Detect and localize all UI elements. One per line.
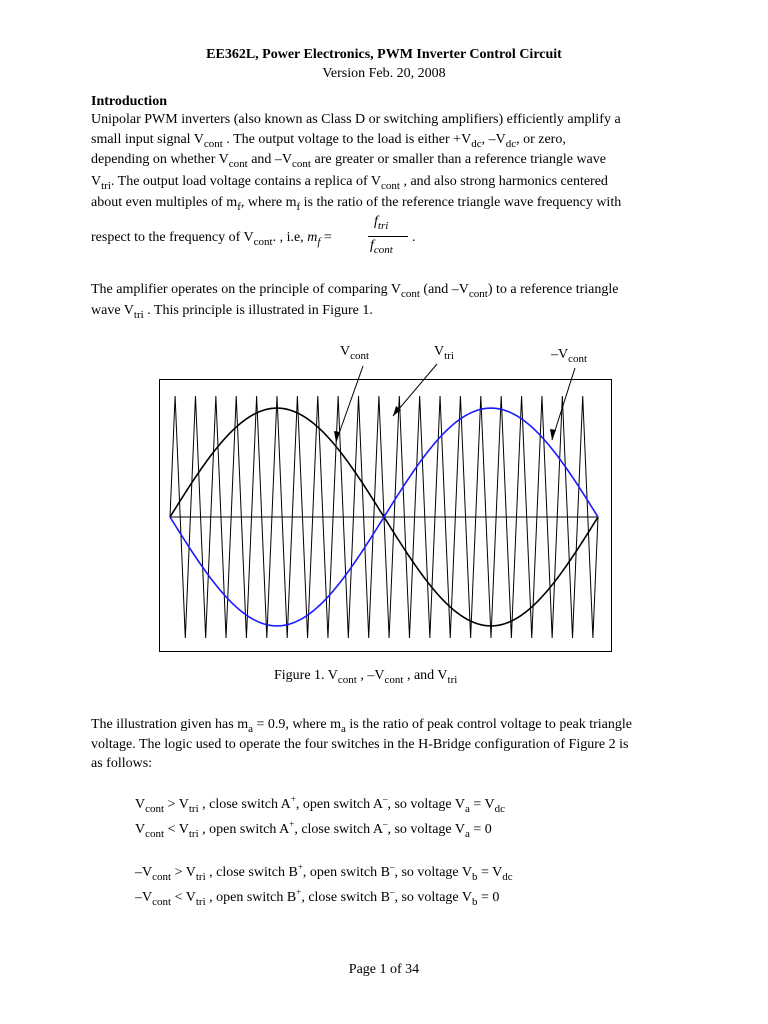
intro-line-6: respect to the frequency of $V_{cont}$. , i.e, $m_f$ = — [91, 230, 332, 248]
para2-line-1: The amplifier operates on the principle of comparing $V_{cont}$ (and $-V_{cont}$) to a reference triangle — [91, 282, 619, 300]
intro-line-6-end: . — [412, 230, 416, 245]
logic-rule-1: $V_{cont} > V_{tri}$ , close switch A+, open switch A–, so voltage $V_a = V_{dc}$ — [135, 794, 506, 815]
intro-line-2: small input signal $V_{cont}$ . The output voltage to the load is either $+V_{dc}$, $-V_{dc}$, or zero, — [91, 132, 566, 150]
logic-rule-4: $-V_{cont} < V_{tri}$ , open switch B+, close switch B–, so voltage $V_b = 0$ — [135, 887, 500, 908]
pwm-waveform-figure — [158, 378, 614, 654]
introduction-heading: Introduction — [91, 94, 167, 109]
label-neg-vcont: $-V_{cont}$ — [551, 347, 588, 365]
label-vcont: $V_{cont}$ — [340, 344, 370, 362]
para3-line-3: as follows: — [91, 756, 153, 771]
intro-line-3: depending on whether $V_{cont}$ and $-V_{cont}$ are greater or smaller than a reference triangle wave — [91, 152, 606, 170]
intro-line-4: $V_{tri}$. The output load voltage contains a replica of $V_{cont}$ , and also strong harmonics centered — [91, 174, 608, 192]
figure-caption: Figure 1. $V_{cont}$ , $-V_{cont}$ , and $V_{tri}$ — [274, 668, 458, 686]
para3-line-1: The illustration given has $m_a = 0.9$, where $m_a$ is the ratio of peak control voltage to peak triangle — [91, 717, 632, 735]
intro-line-1: Unipolar PWM inverters (also known as Class D or switching amplifiers) efficiently amplify a — [91, 112, 621, 127]
label-vtri: $V_{tri}$ — [434, 344, 454, 362]
document-title — [0, 46, 768, 64]
para2-line-2: wave $V_{tri}$ . This principle is illustrated in Figure 1. — [91, 303, 373, 321]
logic-rule-2: $V_{cont} < V_{tri}$ , open switch A+, close switch A–, so voltage $V_a = 0$ — [135, 819, 492, 840]
intro-line-5: about even multiples of $m_f$, where $m_f$ is the ratio of the reference triangle wave frequency with — [91, 195, 622, 213]
document-version: Version Feb. 20, 2008 — [322, 66, 446, 81]
page-number: Page 1 of 34 — [348, 962, 420, 977]
mf-fraction: $f_{tri}$ $f_{cont}$ — [368, 214, 412, 262]
title-text: EE362L, Power Electronics, PWM Inverter Control Circuit — [206, 47, 562, 62]
para3-line-2: voltage. The logic used to operate the four switches in the H-Bridge configuration of Figure 2 is — [91, 737, 629, 752]
logic-rule-3: $-V_{cont} > V_{tri}$ , close switch B+, open switch B–, so voltage $V_b = V_{dc}$ — [135, 862, 513, 883]
